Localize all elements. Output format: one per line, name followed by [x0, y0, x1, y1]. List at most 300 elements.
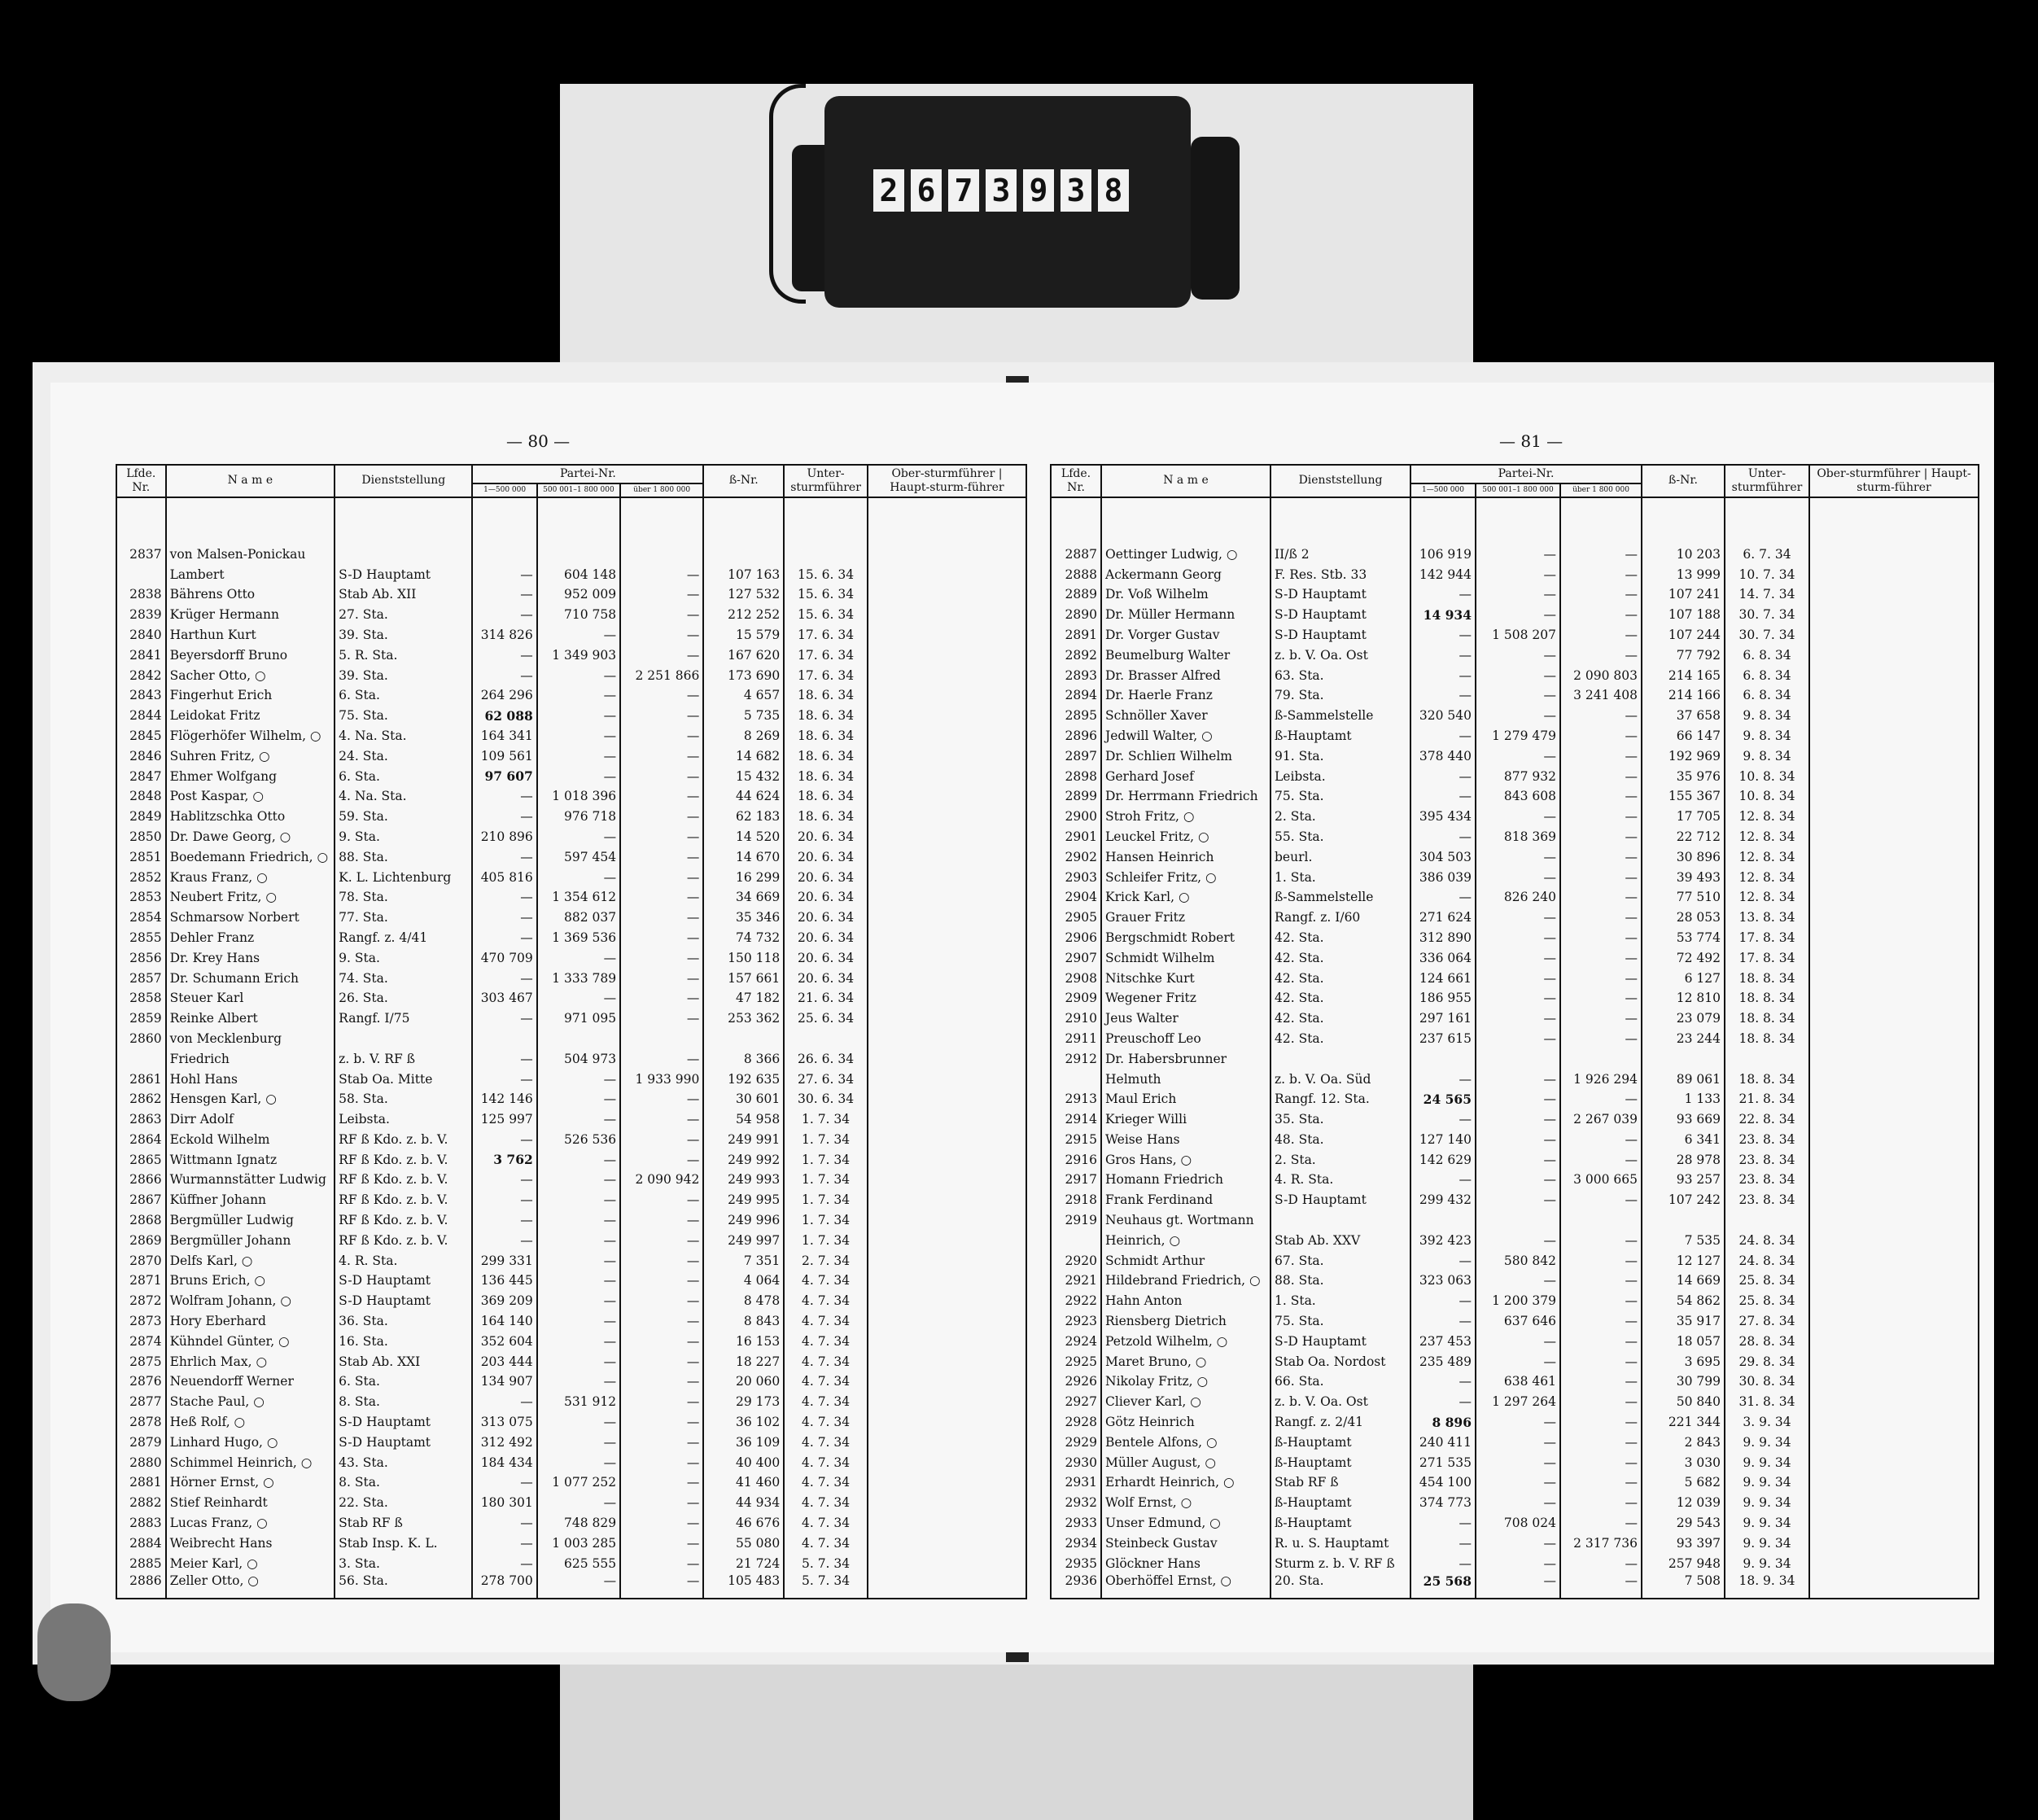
- table-cell: [1809, 1573, 1979, 1599]
- table-cell: Kühndel Günter, ○: [166, 1331, 335, 1351]
- table-cell: [868, 1210, 1026, 1231]
- table-cell: 18. 8. 34: [1725, 1069, 1809, 1089]
- table-cell: Meier Karl, ○: [166, 1553, 335, 1573]
- table-cell: 5 735: [703, 706, 784, 726]
- table-cell: 6. 7. 34: [1725, 544, 1809, 564]
- table-cell: —: [1410, 726, 1476, 746]
- table-cell: —: [1410, 1170, 1476, 1190]
- table-cell: 180 301: [472, 1493, 536, 1513]
- table-cell: 2866: [116, 1170, 166, 1190]
- table-cell: 395 434: [1410, 807, 1476, 827]
- table-row: [116, 887, 1026, 908]
- table-cell: Heß Rolf, ○: [166, 1412, 335, 1433]
- table-cell: 2860: [116, 1029, 166, 1049]
- table-cell: Sturm z. b. V. RF ß: [1270, 1553, 1410, 1573]
- table-cell: 18. 6. 34: [784, 685, 868, 706]
- table-cell: Rangf. z. I/60: [1270, 908, 1410, 928]
- table-row: [1051, 564, 1979, 584]
- table-cell: 107 242: [1642, 1190, 1725, 1210]
- table-cell: 18. 8. 34: [1725, 968, 1809, 988]
- table-cell: 2892: [1051, 645, 1101, 665]
- table-cell: —: [537, 726, 620, 746]
- table-cell: —: [620, 766, 703, 786]
- table-cell: Dr. Habersbrunner: [1101, 1048, 1270, 1069]
- table-cell: —: [1476, 1190, 1560, 1210]
- table-cell: 2 267 039: [1560, 1109, 1642, 1130]
- table-cell: 2846: [116, 746, 166, 766]
- table-cell: 9. 8. 34: [1725, 726, 1809, 746]
- table-cell: 299 432: [1410, 1190, 1476, 1210]
- table-cell: 378 440: [1410, 746, 1476, 766]
- table-cell: —: [1560, 1472, 1642, 1493]
- table-cell: —: [1560, 726, 1642, 746]
- tally-counter: [824, 96, 1191, 308]
- table-cell: 369 209: [472, 1291, 536, 1311]
- table-cell: 392 423: [1410, 1230, 1476, 1250]
- table-cell: [868, 1029, 1026, 1049]
- table-cell: 18. 8. 34: [1725, 988, 1809, 1008]
- table-cell: Wegener Fritz: [1101, 988, 1270, 1008]
- table-cell: 136 445: [472, 1271, 536, 1291]
- table-cell: 818 369: [1476, 827, 1560, 847]
- table-cell: 2869: [116, 1230, 166, 1250]
- table-cell: —: [620, 1432, 703, 1452]
- table-cell: Stab Ab. XXV: [1270, 1230, 1410, 1250]
- table-cell: —: [537, 1573, 620, 1599]
- table-cell: [1642, 497, 1725, 545]
- table-cell: 1 200 379: [1476, 1291, 1560, 1311]
- table-cell: 164 140: [472, 1311, 536, 1332]
- table-row: [1051, 726, 1979, 746]
- table-cell: 25. 8. 34: [1725, 1271, 1809, 1291]
- table-cell: [1051, 1230, 1101, 1250]
- table-cell: [868, 908, 1026, 928]
- table-cell: 2900: [1051, 807, 1101, 827]
- table-cell: 20. Sta.: [1270, 1573, 1410, 1599]
- table-cell: Bährens Otto: [166, 584, 335, 605]
- table-cell: —: [620, 908, 703, 928]
- counter-drum: [792, 145, 824, 291]
- table-row: [1051, 1230, 1979, 1250]
- table-cell: —: [1560, 746, 1642, 766]
- table-cell: —: [620, 968, 703, 988]
- table-cell: 604 148: [537, 564, 620, 584]
- table-row: [116, 908, 1026, 928]
- table-cell: 88. Sta.: [335, 847, 472, 867]
- table-cell: [1809, 867, 1979, 887]
- table-cell: 63. Sta.: [1270, 665, 1410, 685]
- table-row: [1051, 1311, 1979, 1332]
- table-cell: —: [620, 1149, 703, 1170]
- table-cell: 708 024: [1476, 1513, 1560, 1533]
- table-cell: [868, 1130, 1026, 1150]
- table-cell: Küffner Johann: [166, 1190, 335, 1210]
- table-cell: —: [472, 665, 536, 685]
- table-cell: [1809, 1533, 1979, 1553]
- table-cell: 30. 6. 34: [784, 1089, 868, 1109]
- table-cell: 323 063: [1410, 1271, 1476, 1291]
- table-cell: 2920: [1051, 1250, 1101, 1271]
- table-cell: —: [472, 1048, 536, 1069]
- table-cell: —: [537, 1190, 620, 1210]
- table-row: [116, 1472, 1026, 1493]
- table-cell: —: [537, 685, 620, 706]
- table-cell: 2924: [1051, 1331, 1101, 1351]
- table-cell: —: [537, 1351, 620, 1372]
- table-cell: 8 269: [703, 726, 784, 746]
- counter-digit: 8: [1098, 169, 1129, 212]
- table-cell: 9. 9. 34: [1725, 1533, 1809, 1553]
- table-row: [1051, 1069, 1979, 1089]
- table-cell: —: [537, 1210, 620, 1231]
- table-cell: 74. Sta.: [335, 968, 472, 988]
- table-cell: Bergschmidt Robert: [1101, 928, 1270, 948]
- table-cell: RF ß Kdo. z. b. V.: [335, 1230, 472, 1250]
- table-cell: —: [620, 1553, 703, 1573]
- table-cell: 454 100: [1410, 1472, 1476, 1493]
- table-cell: 2928: [1051, 1412, 1101, 1433]
- table-cell: —: [1476, 1533, 1560, 1553]
- table-cell: —: [537, 1149, 620, 1170]
- table-cell: 2904: [1051, 887, 1101, 908]
- table-cell: [1809, 1271, 1979, 1291]
- table-row: [1051, 544, 1979, 564]
- table-cell: 4. 7. 34: [784, 1452, 868, 1472]
- counter-digit: 6: [911, 169, 942, 212]
- counter-digits: [873, 169, 1129, 212]
- table-cell: [1809, 497, 1979, 545]
- table-cell: —: [1410, 685, 1476, 706]
- table-cell: —: [620, 1250, 703, 1271]
- table-cell: Eckold Wilhelm: [166, 1130, 335, 1150]
- table-cell: 20. 6. 34: [784, 827, 868, 847]
- table-cell: 237 615: [1410, 1029, 1476, 1049]
- table-cell: —: [1410, 887, 1476, 908]
- table-cell: —: [620, 645, 703, 665]
- table-cell: [1476, 1210, 1560, 1231]
- table-cell: 240 411: [1410, 1432, 1476, 1452]
- table-cell: 6. Sta.: [335, 766, 472, 786]
- table-cell: —: [1476, 947, 1560, 968]
- table-cell: 2880: [116, 1452, 166, 1472]
- table-cell: 1. Sta.: [1270, 867, 1410, 887]
- table-cell: 2 251 866: [620, 665, 703, 685]
- table-cell: [1809, 1493, 1979, 1513]
- table-row: [116, 968, 1026, 988]
- table-cell: 20. 6. 34: [784, 908, 868, 928]
- table-cell: —: [1476, 1069, 1560, 1089]
- table-cell: Zeller Otto, ○: [166, 1573, 335, 1599]
- table-cell: 2872: [116, 1291, 166, 1311]
- table-cell: —: [472, 1069, 536, 1089]
- table-cell: —: [472, 1230, 536, 1250]
- table-row: [1051, 1271, 1979, 1291]
- table-cell: Weise Hans: [1101, 1130, 1270, 1150]
- table-cell: —: [472, 807, 536, 827]
- table-cell: [868, 1271, 1026, 1291]
- table-cell: Preuschoff Leo: [1101, 1029, 1270, 1049]
- table-cell: [1809, 1412, 1979, 1433]
- table-cell: [620, 497, 703, 545]
- table-cell: 2883: [116, 1513, 166, 1533]
- table-cell: 77 792: [1642, 645, 1725, 665]
- table-cell: 971 095: [537, 1008, 620, 1029]
- table-row: [1051, 1372, 1979, 1392]
- table-cell: 35. Sta.: [1270, 1109, 1410, 1130]
- table-cell: Müller August, ○: [1101, 1452, 1270, 1472]
- table-cell: [868, 1250, 1026, 1271]
- table-cell: 2916: [1051, 1149, 1101, 1170]
- table-cell: 5 682: [1642, 1472, 1725, 1493]
- table-cell: RF ß Kdo. z. b. V.: [335, 1170, 472, 1190]
- table-cell: 2854: [116, 908, 166, 928]
- table-cell: Rangf. z. 2/41: [1270, 1412, 1410, 1433]
- table-cell: [868, 988, 1026, 1008]
- table-cell: —: [537, 1432, 620, 1452]
- table-cell: —: [537, 1109, 620, 1130]
- table-cell: Stab Ab. XXI: [335, 1351, 472, 1372]
- table-cell: —: [537, 988, 620, 1008]
- table-cell: 314 826: [472, 625, 536, 645]
- table-cell: 43. Sta.: [335, 1452, 472, 1472]
- table-cell: [868, 1573, 1026, 1599]
- table-cell: [784, 1029, 868, 1049]
- table-cell: [868, 605, 1026, 625]
- table-cell: Wurmannstätter Ludwig: [166, 1170, 335, 1190]
- table-cell: RF ß Kdo. z. b. V.: [335, 1130, 472, 1150]
- table-cell: —: [620, 1190, 703, 1210]
- table-cell: ß-Sammelstelle: [1270, 706, 1410, 726]
- table-cell: 12. 8. 34: [1725, 847, 1809, 867]
- table-cell: 4. 7. 34: [784, 1472, 868, 1493]
- table-cell: 77 510: [1642, 887, 1725, 908]
- table-cell: —: [620, 1291, 703, 1311]
- table-cell: 638 461: [1476, 1372, 1560, 1392]
- table-cell: 66 147: [1642, 726, 1725, 746]
- table-cell: 312 890: [1410, 928, 1476, 948]
- table-cell: —: [1476, 908, 1560, 928]
- table-cell: Hory Eberhard: [166, 1311, 335, 1332]
- table-cell: Hohl Hans: [166, 1069, 335, 1089]
- table-cell: 249 993: [703, 1170, 784, 1190]
- table-row: [116, 564, 1026, 584]
- table-cell: —: [1476, 1089, 1560, 1109]
- table-row: [116, 1372, 1026, 1392]
- table-cell: [1809, 968, 1979, 988]
- table-cell: 20. 6. 34: [784, 928, 868, 948]
- table-cell: 9. Sta.: [335, 827, 472, 847]
- table-cell: —: [1410, 1392, 1476, 1412]
- table-cell: [1270, 1048, 1410, 1069]
- table-cell: 29 543: [1642, 1513, 1725, 1533]
- table-cell: [703, 1029, 784, 1049]
- table-cell: 2899: [1051, 786, 1101, 807]
- table-cell: —: [620, 847, 703, 867]
- table-cell: 2882: [116, 1493, 166, 1513]
- table-cell: —: [1560, 766, 1642, 786]
- table-cell: 155 367: [1642, 786, 1725, 807]
- table-cell: Schmarsow Norbert: [166, 908, 335, 928]
- table-cell: 14 682: [703, 746, 784, 766]
- table-cell: —: [620, 1048, 703, 1069]
- table-cell: 2934: [1051, 1533, 1101, 1553]
- table-cell: [537, 1029, 620, 1049]
- table-cell: 1. 7. 34: [784, 1170, 868, 1190]
- table-cell: 25 568: [1410, 1573, 1476, 1599]
- table-cell: 976 718: [537, 807, 620, 827]
- table-cell: 1. Sta.: [1270, 1291, 1410, 1311]
- table-cell: Steinbeck Gustav: [1101, 1533, 1270, 1553]
- table-row: [116, 847, 1026, 867]
- table-cell: Boedemann Friedrich, ○: [166, 847, 335, 867]
- table-cell: 39. Sta.: [335, 665, 472, 685]
- table-cell: [1809, 1008, 1979, 1029]
- table-cell: 6. Sta.: [335, 685, 472, 706]
- table-row: [116, 1513, 1026, 1533]
- table-cell: 1 279 479: [1476, 726, 1560, 746]
- table-cell: —: [1476, 847, 1560, 867]
- table-cell: [868, 1351, 1026, 1372]
- table-row: [1051, 1190, 1979, 1210]
- table-row: [116, 1029, 1026, 1049]
- table-cell: Homann Friedrich: [1101, 1170, 1270, 1190]
- table-row: [1051, 497, 1979, 545]
- table-cell: 29. 8. 34: [1725, 1351, 1809, 1372]
- table-cell: 105 483: [703, 1573, 784, 1599]
- table-cell: Frank Ferdinand: [1101, 1190, 1270, 1210]
- table-cell: —: [472, 1553, 536, 1573]
- table-cell: Dr. Vorger Gustav: [1101, 625, 1270, 645]
- table-cell: 1 369 536: [537, 928, 620, 948]
- table-cell: 30. 7. 34: [1725, 625, 1809, 645]
- table-cell: 253 362: [703, 1008, 784, 1029]
- table-cell: z. b. V. Oa. Süd: [1270, 1069, 1410, 1089]
- table-cell: [868, 1493, 1026, 1513]
- table-cell: 44 934: [703, 1493, 784, 1513]
- table-cell: —: [537, 1271, 620, 1291]
- table-cell: 4. 7. 34: [784, 1493, 868, 1513]
- table-cell: 2839: [116, 605, 166, 625]
- table-row: [1051, 1513, 1979, 1533]
- table-row: [116, 706, 1026, 726]
- table-cell: Rangf. 12. Sta.: [1270, 1089, 1410, 1109]
- table-cell: [868, 968, 1026, 988]
- table-cell: —: [1410, 584, 1476, 605]
- table-cell: Leuckel Fritz, ○: [1101, 827, 1270, 847]
- table-cell: —: [1560, 988, 1642, 1008]
- table-row: [116, 726, 1026, 746]
- table-cell: —: [537, 1250, 620, 1271]
- table-row: [1051, 746, 1979, 766]
- table-cell: 9. Sta.: [335, 947, 472, 968]
- table-cell: 167 620: [703, 645, 784, 665]
- table-cell: —: [620, 807, 703, 827]
- table-row: [1051, 1573, 1979, 1599]
- table-cell: 23. 8. 34: [1725, 1170, 1809, 1190]
- col-header-nr: Lfde. Nr.: [1051, 465, 1101, 497]
- table-cell: 2894: [1051, 685, 1101, 706]
- table-cell: 2874: [116, 1331, 166, 1351]
- table-cell: S-D Hauptamt: [1270, 1190, 1410, 1210]
- table-cell: 2864: [116, 1130, 166, 1150]
- table-cell: [1809, 1130, 1979, 1150]
- table-cell: —: [1476, 1130, 1560, 1150]
- table-cell: [868, 807, 1026, 827]
- table-cell: 2896: [1051, 726, 1101, 746]
- table-cell: ß-Hauptamt: [1270, 1493, 1410, 1513]
- table-cell: 25. 6. 34: [784, 1008, 868, 1029]
- table-cell: 2905: [1051, 908, 1101, 928]
- table-cell: Stab RF ß: [1270, 1472, 1410, 1493]
- table-cell: —: [620, 827, 703, 847]
- table-cell: 20 060: [703, 1372, 784, 1392]
- table-cell: —: [620, 947, 703, 968]
- table-cell: —: [1560, 1029, 1642, 1049]
- table-cell: 4. 7. 34: [784, 1311, 868, 1332]
- table-cell: RF ß Kdo. z. b. V.: [335, 1210, 472, 1231]
- table-cell: 1 926 294: [1560, 1069, 1642, 1089]
- table-cell: —: [620, 867, 703, 887]
- table-cell: Dr. Schlieп Wilhelm: [1101, 746, 1270, 766]
- table-row: [1051, 766, 1979, 786]
- table-cell: Delfs Karl, ○: [166, 1250, 335, 1271]
- table-cell: 18. 6. 34: [784, 766, 868, 786]
- table-cell: Leibsta.: [1270, 766, 1410, 786]
- table-cell: S-D Hauptamt: [1270, 1331, 1410, 1351]
- table-cell: 312 492: [472, 1432, 536, 1452]
- table-cell: —: [537, 665, 620, 685]
- table-cell: —: [1476, 564, 1560, 584]
- table-cell: 3. 9. 34: [1725, 1412, 1809, 1433]
- table-cell: 1. 7. 34: [784, 1230, 868, 1250]
- table-cell: —: [1560, 887, 1642, 908]
- table-cell: [868, 887, 1026, 908]
- table-cell: —: [1476, 685, 1560, 706]
- table-cell: 8 843: [703, 1311, 784, 1332]
- table-cell: z. b. V. Oa. Ost: [1270, 645, 1410, 665]
- table-cell: —: [1560, 847, 1642, 867]
- thumb-holding-page: [37, 1603, 111, 1701]
- table-cell: —: [620, 564, 703, 584]
- table-cell: Nikolay Fritz, ○: [1101, 1372, 1270, 1392]
- table-cell: Petzold Wilhelm, ○: [1101, 1331, 1270, 1351]
- table-cell: 303 467: [472, 988, 536, 1008]
- table-cell: —: [472, 1533, 536, 1553]
- table-cell: beurl.: [1270, 847, 1410, 867]
- table-cell: 1 508 207: [1476, 625, 1560, 645]
- table-cell: 271 535: [1410, 1452, 1476, 1472]
- table-cell: 2850: [116, 827, 166, 847]
- table-cell: 22. Sta.: [335, 1493, 472, 1513]
- table-cell: —: [620, 1130, 703, 1150]
- table-cell: Wolfram Johann, ○: [166, 1291, 335, 1311]
- table-cell: Neuhaus gt. Wortmann: [1101, 1210, 1270, 1231]
- table-cell: —: [537, 1372, 620, 1392]
- table-cell: 374 773: [1410, 1493, 1476, 1513]
- table-cell: 4 657: [703, 685, 784, 706]
- table-cell: 39 493: [1642, 867, 1725, 887]
- table-row: [116, 1392, 1026, 1412]
- table-cell: 2932: [1051, 1493, 1101, 1513]
- col-header-p1: 1—500 000: [1410, 483, 1476, 497]
- table-cell: —: [472, 908, 536, 928]
- table-row: [116, 1048, 1026, 1069]
- table-cell: 2887: [1051, 544, 1101, 564]
- table-cell: 1 077 252: [537, 1472, 620, 1493]
- table-cell: —: [537, 1069, 620, 1089]
- table-cell: 22 712: [1642, 827, 1725, 847]
- table-cell: Flögerhöfer Wilhelm, ○: [166, 726, 335, 746]
